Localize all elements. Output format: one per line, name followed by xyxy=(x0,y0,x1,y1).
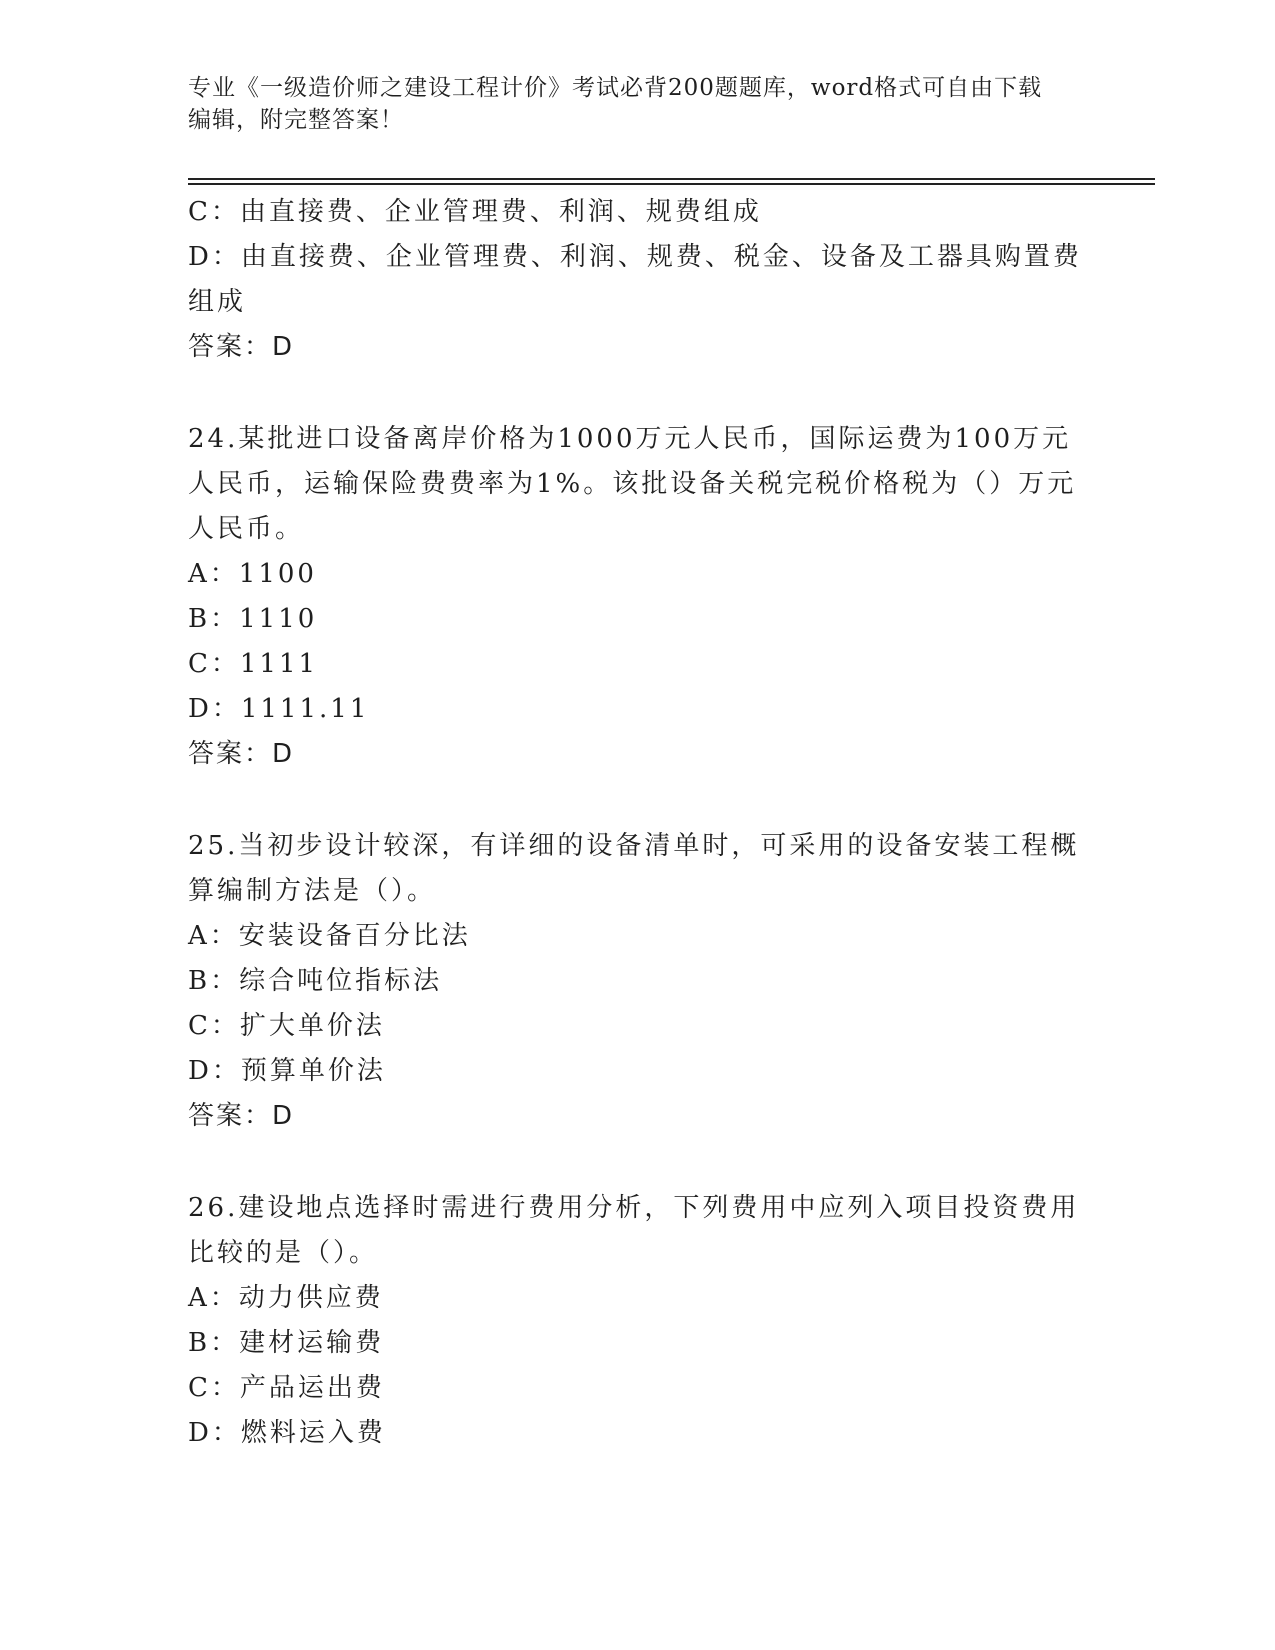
header-line-1: 专业《一级造价师之建设工程计价》考试必背200题题库，word格式可自由下载 xyxy=(188,75,1043,101)
header-line-2: 编辑，附完整答案！ xyxy=(188,107,404,133)
question-stem: 人民币。 xyxy=(188,514,305,544)
option-d: D：1111.11 xyxy=(188,694,370,724)
answer: 答案：D xyxy=(188,1101,295,1131)
option-a: A：安装设备百分比法 xyxy=(188,921,471,951)
option-d: D：预算单价法 xyxy=(188,1056,386,1086)
option-a: A：动力供应费 xyxy=(188,1283,384,1313)
answer: 答案：D xyxy=(188,739,295,769)
option-d: D：燃料运入费 xyxy=(188,1418,386,1448)
header-rule-bottom xyxy=(188,183,1155,185)
question-stem: 算编制方法是（）。 xyxy=(188,876,437,906)
question-24 xyxy=(188,417,1078,777)
answer: 答案：D xyxy=(188,332,295,362)
document-header xyxy=(188,72,1068,136)
question-stem: 25.当初步设计较深，有详细的设备清单时，可采用的设备安装工程概 xyxy=(188,831,1080,861)
question-23-continued xyxy=(188,190,1082,370)
option-c: C：由直接费、企业管理费、利润、规费组成 xyxy=(188,197,762,227)
option-c: C：产品运出费 xyxy=(188,1373,385,1403)
question-stem: 26.建设地点选择时需进行费用分析，下列费用中应列入项目投资费用 xyxy=(188,1193,1080,1223)
question-stem: 24.某批进口设备离岸价格为1000万元人民币，国际运费为100万元 xyxy=(188,424,1072,454)
option-d-continued: 组成 xyxy=(188,287,247,317)
question-25 xyxy=(188,824,1078,1139)
question-26 xyxy=(188,1186,1078,1456)
option-b: B：综合吨位指标法 xyxy=(188,966,443,996)
option-d: D：由直接费、企业管理费、利润、规费、税金、设备及工器具购置费 xyxy=(188,242,1082,272)
option-c: C：1111 xyxy=(188,649,319,679)
option-a: A：1100 xyxy=(188,559,317,589)
option-c: C：扩大单价法 xyxy=(188,1011,385,1041)
question-list xyxy=(188,190,1082,1456)
question-stem: 比较的是（）。 xyxy=(188,1238,379,1268)
question-stem: 人民币，运输保险费费率为1%。该批设备关税完税价格税为（）万元 xyxy=(188,469,1077,499)
option-b: B：1110 xyxy=(188,604,318,634)
option-b: B：建材运输费 xyxy=(188,1328,385,1358)
header-rule-top xyxy=(188,178,1155,180)
